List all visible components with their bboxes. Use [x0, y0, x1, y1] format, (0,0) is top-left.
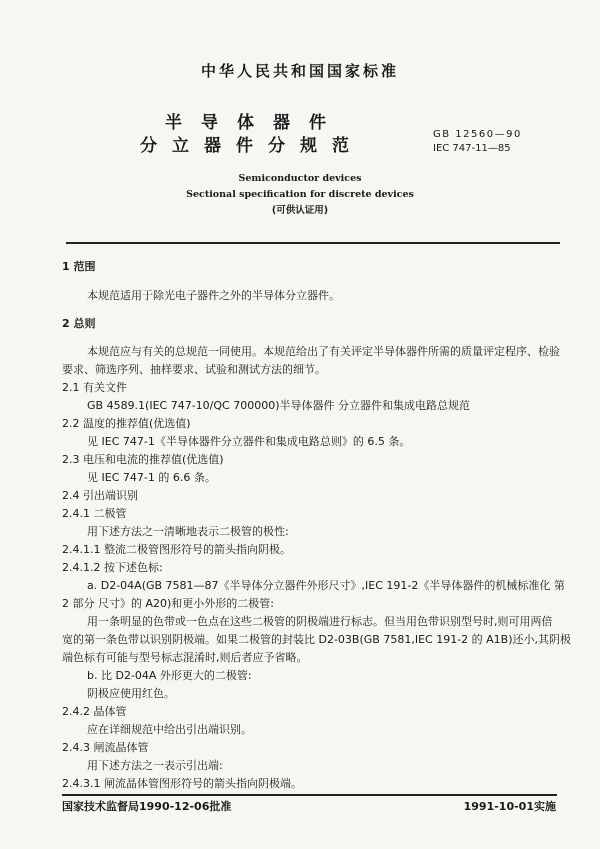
- paragraph: 用下述方法之一清晰地表示二极管的极性:: [87, 525, 289, 538]
- section-heading: 1 范围: [62, 260, 96, 273]
- list-item: a. D2-04A(GB 7581—87《半导体分立器件外形尺寸》,IEC 191-2《半导体器件的机械标准化 第: [87, 579, 565, 592]
- section-heading: 2.4 引出端识别: [62, 489, 138, 502]
- paragraph: 见 IEC 747-1 的 6.6 条。: [87, 471, 216, 484]
- english-title-2: Sectional specification for discrete devices: [186, 189, 414, 200]
- document-title-line1: 半导体器件: [165, 113, 345, 133]
- paragraph: 2 部分 尺寸》的 A20)和更小外形的二极管:: [62, 597, 275, 610]
- paragraph: 宽的第一条色带以识别阴极端。如果二极管的封装比 D2-03B(GB 7581,IEC 191-2 的 A1B)还小,其阴极: [62, 633, 572, 646]
- section-heading: 2.4.1.1 整流二极管图形符号的箭头指向阴极。: [62, 543, 291, 556]
- section-heading: 2.4.1 二极管: [62, 507, 127, 520]
- iec-code: IEC 747-11—85: [433, 143, 511, 154]
- approval-info: 国家技术监督局1990-12-06批准: [62, 800, 232, 813]
- footer-divider: [62, 794, 557, 796]
- paragraph: 应在详细规范中给出引出端识别。: [87, 723, 252, 736]
- paragraph: 用下述方法之一表示引出端:: [87, 759, 223, 772]
- paragraph: 本规范适用于除光电子器件之外的半导体分立器件。: [87, 289, 340, 302]
- subtitle: (可供认证用): [271, 205, 329, 216]
- paragraph: 端色标有可能与型号标志混淆时,则后者应予省略。: [62, 651, 308, 664]
- header-divider: [66, 242, 560, 244]
- gb-code: GB 12560—90: [433, 129, 522, 140]
- section-heading: 2.2 温度的推荐值(优选值): [62, 417, 191, 430]
- section-heading: 2.4.1.2 按下述色标:: [62, 561, 163, 574]
- section-heading: 2.4.3.1 闸流晶体管图形符号的箭头指向阴极端。: [62, 777, 302, 790]
- paragraph: 要求、筛选序列、抽样要求、试验和测试方法的细节。: [62, 363, 326, 376]
- list-item: b. 比 D2-04A 外形更大的二极管:: [87, 669, 252, 682]
- section-heading: 2.3 电压和电流的推荐值(优选值): [62, 453, 224, 466]
- paragraph: 本规范应与有关的总规范一同使用。本规范给出了有关评定半导体器件所需的质量评定程序、检验: [87, 345, 560, 358]
- paragraph: 阴极应使用红色。: [87, 687, 175, 700]
- effective-date: 1991-10-01实施: [463, 800, 556, 813]
- paragraph: GB 4589.1(IEC 747-10/QC 700000)半导体器件 分立器件和集成电路总规范: [87, 399, 471, 412]
- paragraph: 见 IEC 747-1《半导体器件分立器件和集成电路总则》的 6.5 条。: [87, 435, 411, 448]
- english-title-1: Semiconductor devices: [238, 173, 362, 184]
- section-heading: 2 总则: [62, 317, 96, 330]
- section-heading: 2.1 有关文件: [62, 381, 127, 394]
- paragraph: 用一条明显的色带或一色点在这些二极管的阴极端进行标志。但当用色带识别型号时,则可用两倍: [87, 615, 553, 628]
- country-standard-heading: 中华人民共和国国家标准: [200, 62, 399, 80]
- section-heading: 2.4.3 闸流晶体管: [62, 741, 149, 754]
- document-title-line2: 分立器件分规范: [140, 136, 364, 156]
- section-heading: 2.4.2 晶体管: [62, 705, 127, 718]
